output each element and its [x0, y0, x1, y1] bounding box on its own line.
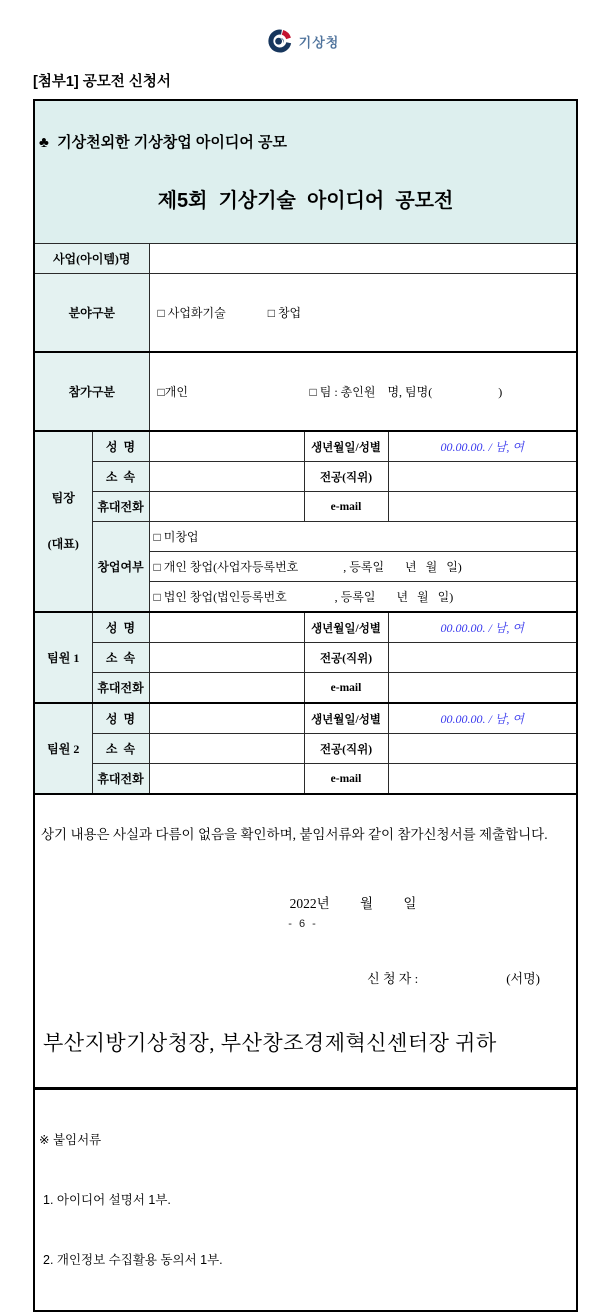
leader-affiliation-label: 소 속	[92, 462, 149, 492]
form-title-cell	[34, 100, 577, 244]
member2-name-row	[34, 703, 577, 734]
leader-birth-label: 생년월일/성별	[304, 431, 388, 462]
startup-none-row	[34, 522, 577, 552]
member1-birth-input[interactable]: 00.00.00. / 남, 여	[388, 612, 577, 643]
declaration-date: 2022년 월 일	[289, 895, 417, 911]
attachments-item2: 2. 개인정보 수집활용 동의서 1부.	[43, 1252, 223, 1267]
applicant-label: 신 청 자 :	[367, 970, 419, 986]
form-title-line1: ♣ 기상천외한 기상창업 아이디어 공모	[39, 134, 288, 151]
document-page	[0, 26, 606, 1267]
leader-birth-input[interactable]: 00.00.00. / 남, 여	[388, 431, 577, 462]
leader-label-line2: (대표)	[47, 536, 79, 551]
leader-name-label: 성 명	[92, 431, 149, 462]
application-form-table	[33, 99, 578, 1312]
member1-affiliation-label: 소 속	[92, 643, 149, 673]
member2-birth-input[interactable]: 00.00.00. / 남, 여	[388, 703, 577, 734]
page-number: - 6 -	[288, 918, 318, 930]
leader-email-input[interactable]	[388, 492, 577, 522]
form-title-row	[34, 100, 577, 244]
startup-status-label: 창업여부	[92, 522, 149, 613]
checkbox-option-team[interactable]: □ 팀 : 총인원 명, 팀명( )	[309, 385, 503, 399]
member1-phone-row	[34, 673, 577, 704]
leader-affiliation-input[interactable]	[149, 462, 304, 492]
member2-affiliation-label: 소 속	[92, 734, 149, 764]
leader-label-line1: 팀장	[51, 490, 75, 505]
declaration-cell	[34, 794, 577, 1088]
member2-phone-input[interactable]	[149, 764, 304, 795]
member1-section-label: 팀원 1	[34, 612, 92, 703]
leader-phone-label: 휴대전화	[92, 492, 149, 522]
member2-name-input[interactable]	[149, 703, 304, 734]
member2-affiliation-input[interactable]	[149, 734, 304, 764]
checkbox-option-individual[interactable]: □개인	[157, 385, 188, 399]
member1-phone-label: 휴대전화	[92, 673, 149, 704]
checkbox-option-startup[interactable]: □ 창업	[267, 306, 302, 320]
form-title-line2: 제5회 기상기술 아이디어 공모전	[157, 190, 454, 212]
signature-label: (서명)	[506, 970, 540, 986]
member1-name-label: 성 명	[92, 612, 149, 643]
leader-major-label: 전공(직위)	[304, 462, 388, 492]
attachments-row	[34, 1088, 577, 1311]
item-name-input[interactable]	[149, 244, 577, 274]
leader-phone-row	[34, 492, 577, 522]
member1-major-input[interactable]	[388, 643, 577, 673]
leader-name-input[interactable]	[149, 431, 304, 462]
recipient-line: 부산지방기상청장, 부산창조경제혁신센터장 귀하	[43, 1030, 497, 1055]
member2-phone-label: 휴대전화	[92, 764, 149, 795]
attachment-heading: [첨부1] 공모전 신청서	[33, 74, 171, 90]
checkbox-option-corporate-startup[interactable]: □ 법인 창업(법인등록번호 , 등록일 년 월 일)	[149, 582, 577, 613]
checkbox-option-business-tech[interactable]: □ 사업화기술	[157, 306, 226, 320]
participation-options-cell	[149, 352, 577, 431]
member1-affiliation-input[interactable]	[149, 643, 304, 673]
checkbox-option-individual-startup[interactable]: □ 개인 창업(사업자등록번호 , 등록일 년 월 일)	[149, 552, 577, 582]
member1-phone-input[interactable]	[149, 673, 304, 704]
leader-email-label: e-mail	[304, 492, 388, 522]
member1-major-label: 전공(직위)	[304, 643, 388, 673]
leader-name-row	[34, 431, 577, 462]
member2-major-label: 전공(직위)	[304, 734, 388, 764]
kma-logo-mark	[267, 28, 293, 54]
attachments-heading: ※ 붙임서류	[39, 1132, 102, 1147]
declaration-row	[34, 794, 577, 1088]
attachments-item1: 1. 아이디어 설명서 1부.	[43, 1192, 171, 1207]
leader-section-label	[34, 431, 92, 612]
participation-label: 참가구분	[34, 352, 149, 431]
member2-phone-row	[34, 764, 577, 795]
leader-major-input[interactable]	[388, 462, 577, 492]
member1-email-label: e-mail	[304, 673, 388, 704]
kma-logo	[0, 26, 606, 56]
member2-email-input[interactable]	[388, 764, 577, 795]
category-label: 분야구분	[34, 274, 149, 353]
member1-affiliation-row	[34, 643, 577, 673]
member1-birth-label: 생년월일/성별	[304, 612, 388, 643]
member1-email-input[interactable]	[388, 673, 577, 704]
item-name-label: 사업(아이템)명	[34, 244, 149, 274]
member1-name-input[interactable]	[149, 612, 304, 643]
member2-name-label: 성 명	[92, 703, 149, 734]
member2-major-input[interactable]	[388, 734, 577, 764]
agency-name: 기상청	[298, 34, 340, 50]
member2-birth-label: 생년월일/성별	[304, 703, 388, 734]
leader-affiliation-row	[34, 462, 577, 492]
item-name-row	[34, 244, 577, 274]
member2-section-label: 팀원 2	[34, 703, 92, 794]
declaration-text: 상기 내용은 사실과 다름이 없음을 확인하며, 붙임서류와 같이 참가신청서를 제출합니다.	[41, 827, 548, 842]
checkbox-option-no-startup[interactable]: □ 미창업	[149, 522, 577, 552]
member2-email-label: e-mail	[304, 764, 388, 795]
category-options-cell	[149, 274, 577, 353]
attachments-cell	[34, 1088, 577, 1311]
member2-affiliation-row	[34, 734, 577, 764]
leader-phone-input[interactable]	[149, 492, 304, 522]
member1-name-row	[34, 612, 577, 643]
category-row	[34, 274, 577, 353]
participation-row	[34, 352, 577, 431]
